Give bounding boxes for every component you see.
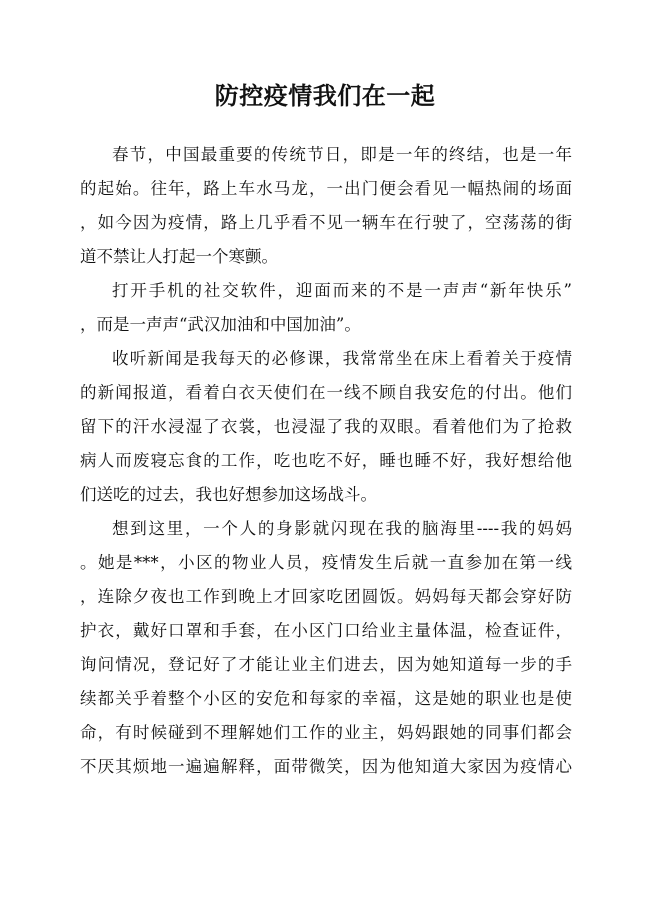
text-line: 想到这里，一个人的身影就闪现在我的脑海里----我的妈妈: [112, 519, 572, 538]
text-line: 留下的汗水浸湿了衣裳，也浸湿了我的双眼。看着他们为了抢救: [80, 417, 572, 436]
text-line: 收听新闻是我每天的必修课，我常常坐在床上看着关于疫情: [112, 349, 572, 368]
text-line: 护衣，戴好口罩和手套，在小区门口给业主量体温，检查证件，: [80, 621, 572, 640]
text-line: 续都关乎着整个小区的安危和每家的幸福，这是她的职业也是使: [80, 689, 572, 708]
text-line: 们送吃的过去，我也好想参加这场战斗。: [80, 485, 377, 504]
text-line: 的新闻报道，看着白衣天使们在一线不顾自我安危的付出。他们: [80, 383, 572, 402]
text-line: 。她是***，小区的物业人员，疫情发生后就一直参加在第一线: [80, 553, 572, 572]
text-line: 打开手机的社交软件，迎面而来的不是一声声“新年快乐”: [112, 281, 572, 300]
text-line: 的起始。往年，路上车水马龙，一出门便会看见一幅热闹的场面: [80, 179, 572, 198]
text-line: 道不禁让人打起一个寒颤。: [80, 247, 278, 266]
text-line: 命，有时候碰到不理解她们工作的业主，妈妈跟她的同事们都会: [80, 723, 572, 742]
text-line: ，连除夕夜也工作到晚上才回家吃团圆饭。妈妈每天都会穿好防: [80, 587, 572, 606]
text-line: 春节，中国最重要的传统节日，即是一年的终结，也是一年: [112, 145, 572, 164]
article-body: [80, 138, 572, 784]
text-line: 病人而废寝忘食的工作，吃也吃不好，睡也睡不好，我好想给他: [80, 451, 572, 470]
text-line: 不厌其烦地一遍遍解释，面带微笑，因为他知道大家因为疫情心: [80, 757, 572, 776]
text-line: ，而是一声声“武汉加油和中国加油”。: [80, 315, 361, 334]
text-line: ，如今因为疫情，路上几乎看不见一辆车在行驶了，空荡荡的街: [80, 213, 572, 232]
text-line: 询问情况，登记好了才能让业主们进去，因为她知道每一步的手: [80, 655, 572, 674]
page-title: 防控疫情我们在一起: [214, 81, 436, 110]
